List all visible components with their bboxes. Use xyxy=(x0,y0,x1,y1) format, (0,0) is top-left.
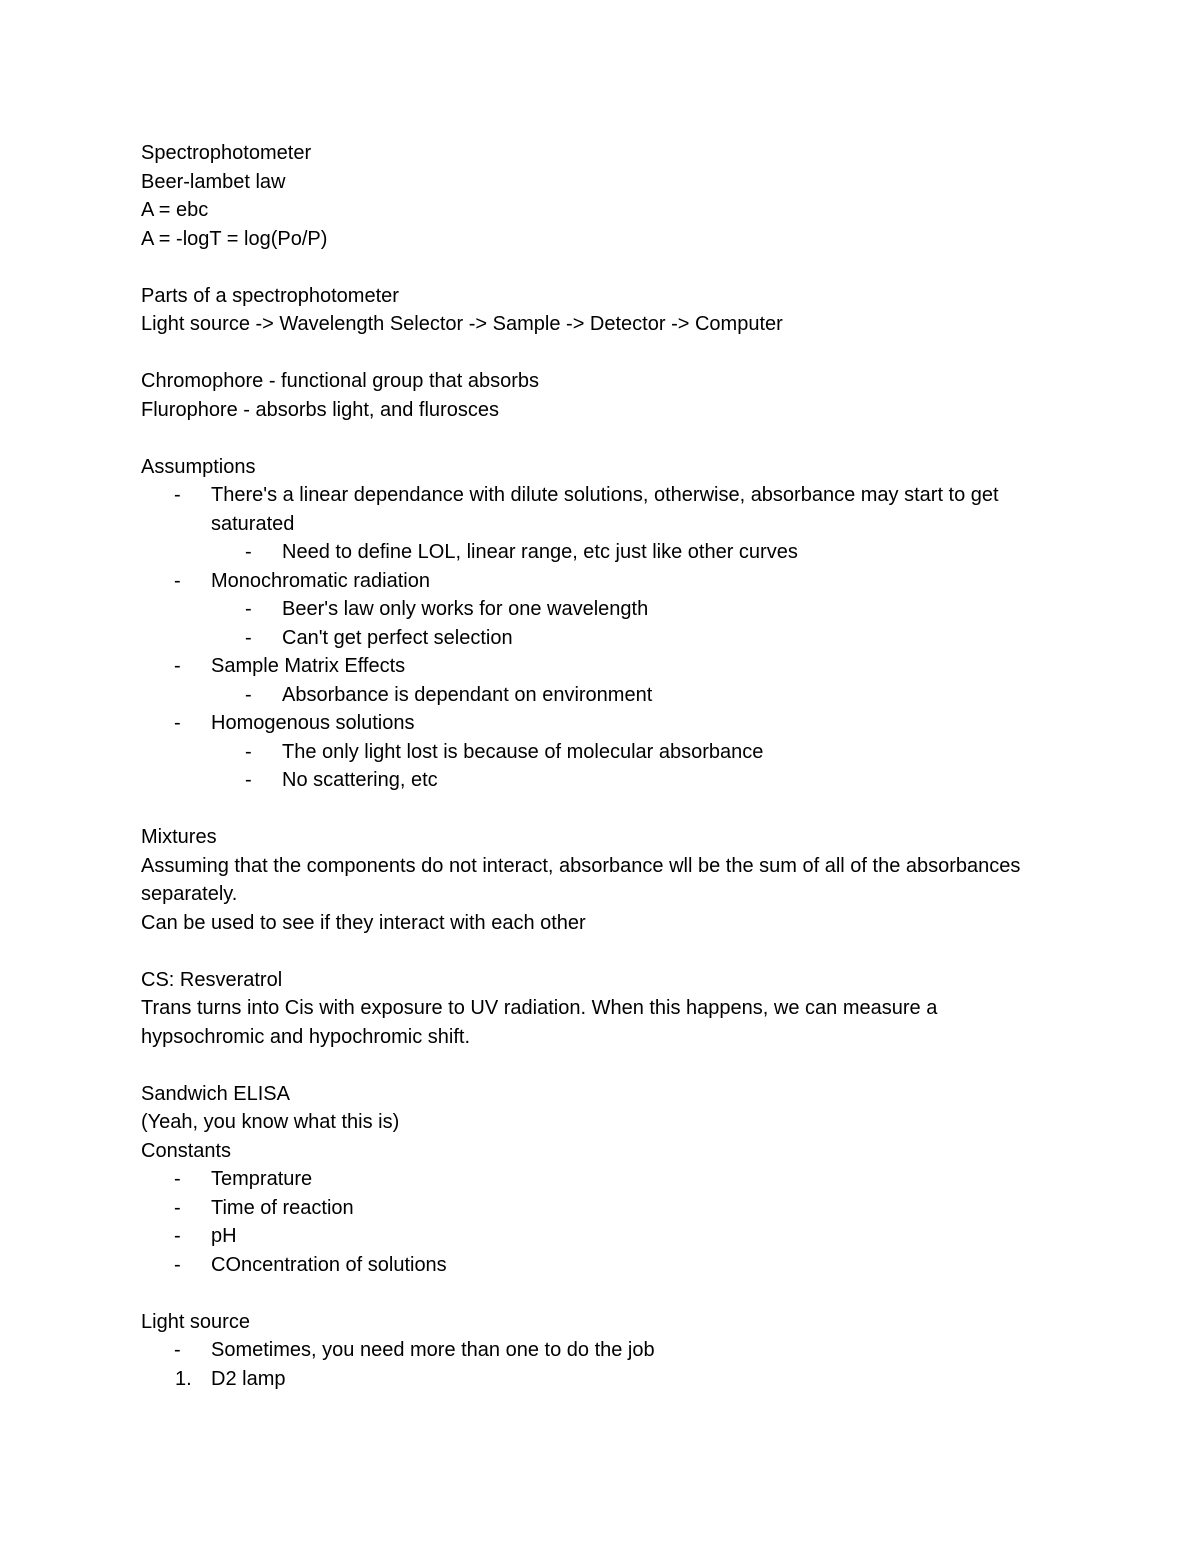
chromophore-definition: Chromophore - functional group that absorbs xyxy=(141,370,540,392)
sub-list-item-text: Absorbance is dependant on environment xyxy=(282,683,653,706)
list-item-text: There's a linear dependance with dilute solutions, otherwise, absorbance may start to get saturated xyxy=(211,484,999,535)
spacer xyxy=(141,795,1041,824)
list-item-text: COncentration of solutions xyxy=(211,1253,447,1276)
spacer xyxy=(141,253,1041,282)
bullet-dash: - xyxy=(174,712,181,734)
numbered-list-item-text: D2 lamp xyxy=(211,1367,286,1390)
numbered-list-item xyxy=(141,1365,1041,1394)
sub-list-item xyxy=(141,766,1041,795)
sub-list-item xyxy=(141,538,1041,567)
spacer xyxy=(141,1279,1041,1308)
heading-assumptions: Assumptions xyxy=(141,455,256,478)
list-item xyxy=(141,1165,1041,1194)
equation-absorbance: A = ebc xyxy=(141,199,209,221)
sub-list-item xyxy=(141,595,1041,624)
elisa-note: (Yeah, you know what this is) xyxy=(141,1111,400,1133)
bullet-dash: - xyxy=(245,598,252,620)
bullet-dash: - xyxy=(245,541,252,563)
bullet-dash: - xyxy=(174,569,181,592)
resveratrol-paragraph: Trans turns into Cis with exposure to UV radiation. When this happens, we can measure a hypsochromic and hypochromic shift. xyxy=(141,997,938,1048)
bullet-dash: - xyxy=(174,1168,181,1190)
sub-list-item xyxy=(141,738,1041,767)
bullet-dash: - xyxy=(245,683,252,706)
list-number: 1. xyxy=(175,1367,192,1390)
list-item xyxy=(141,652,1041,681)
spacer xyxy=(141,1051,1041,1080)
mixtures-paragraph: Assuming that the components do not interact, absorbance wll be the sum of all of the absorbances separately. xyxy=(141,854,1021,905)
heading-spectrophotometer: Spectrophotometer xyxy=(141,142,312,164)
bullet-dash: - xyxy=(245,769,252,791)
sub-list-item-text: The only light lost is because of molecular absorbance xyxy=(282,740,764,763)
flurophore-definition: Flurophore - absorbs light, and flurosces xyxy=(141,398,499,421)
list-item xyxy=(141,1251,1041,1280)
list-item xyxy=(141,567,1041,596)
bullet-dash: - xyxy=(245,626,252,649)
bullet-dash: - xyxy=(174,1253,181,1276)
sub-list-item-text: Need to define LOL, linear range, etc just like other curves xyxy=(282,541,798,563)
sub-list-item-text: Beer's law only works for one wavelength xyxy=(282,598,649,620)
mixtures-interaction-note: Can be used to see if they interact with each other xyxy=(141,911,586,934)
parts-flow: Light source -> Wavelength Selector -> Sample -> Detector -> Computer xyxy=(141,313,783,335)
list-item xyxy=(141,1222,1041,1251)
list-item xyxy=(141,1336,1041,1365)
heading-light-source: Light source xyxy=(141,1310,250,1333)
bullet-dash: - xyxy=(174,1225,181,1247)
heading-resveratrol: CS: Resveratrol xyxy=(141,968,283,991)
heading-parts: Parts of a spectrophotometer xyxy=(141,284,399,307)
list-item-text: pH xyxy=(211,1225,237,1247)
sub-list-item-text: Can't get perfect selection xyxy=(282,626,513,649)
sub-list-item-text: No scattering, etc xyxy=(282,769,438,791)
bullet-dash: - xyxy=(174,484,181,506)
list-item xyxy=(141,1194,1041,1223)
bullet-dash: - xyxy=(245,740,252,763)
bullet-dash: - xyxy=(174,655,181,677)
list-item-text: Sample Matrix Effects xyxy=(211,655,406,677)
sub-list-item xyxy=(141,624,1041,653)
spacer xyxy=(141,937,1041,966)
heading-sandwich-elisa: Sandwich ELISA xyxy=(141,1082,290,1105)
list-item-text: Time of reaction xyxy=(211,1196,354,1219)
heading-mixtures: Mixtures xyxy=(141,826,217,848)
spacer xyxy=(141,424,1041,453)
sub-list-item xyxy=(141,681,1041,710)
document-page xyxy=(141,139,1041,1393)
list-item-text: Monochromatic radiation xyxy=(211,569,430,592)
heading-constants: Constants xyxy=(141,1139,232,1162)
list-item xyxy=(141,709,1041,738)
equation-log-transmittance: A = -logT = log(Po/P) xyxy=(141,227,328,250)
spacer xyxy=(141,339,1041,368)
list-item xyxy=(141,481,1041,538)
bullet-dash: - xyxy=(174,1196,181,1219)
bullet-dash: - xyxy=(174,1339,181,1361)
list-item-text: Temprature xyxy=(211,1168,313,1190)
list-item-text: Sometimes, you need more than one to do the job xyxy=(211,1339,655,1361)
list-item-text: Homogenous solutions xyxy=(211,712,415,734)
beer-lambert-law-label: Beer-lambet law xyxy=(141,170,286,193)
